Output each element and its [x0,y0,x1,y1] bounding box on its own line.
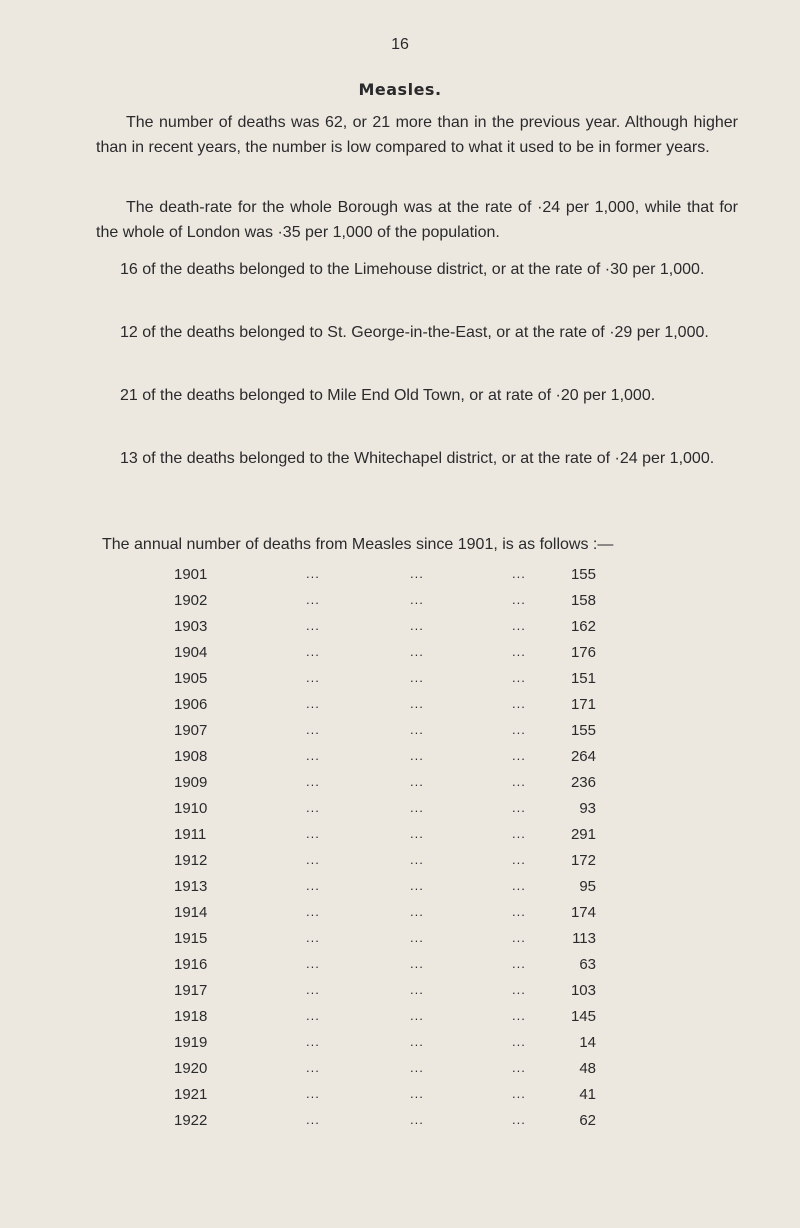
dot-leader: ... [306,904,320,919]
dot-leader: ... [306,748,320,763]
deaths-cell: 145 [570,1008,596,1025]
table-row [0,904,800,930]
dot-leader: ... [410,904,424,919]
table-row [0,1086,800,1112]
dot-leader: ... [410,982,424,997]
dot-leader: ... [306,644,320,659]
section-heading: Measles. [358,80,442,99]
paragraph-mile-end: 21 of the deaths belonged to Mile End Old Town, or at rate of ·20 per 1,000. [120,387,656,404]
table-row [0,930,800,956]
year-cell: 1911 [174,826,207,843]
year-cell: 1919 [174,1034,208,1051]
deaths-cell: 155 [570,722,596,739]
dot-leader: ... [410,722,424,737]
dot-leader: ... [410,930,424,945]
deaths-cell: 158 [570,592,596,609]
table-row [0,618,800,644]
dot-leader: ... [410,644,424,659]
year-cell: 1909 [174,774,208,791]
table-row [0,696,800,722]
dot-leader: ... [410,878,424,893]
table-row [0,566,800,592]
dot-leader: ... [512,1060,526,1075]
deaths-cell: 155 [570,566,596,583]
dot-leader: ... [410,592,424,607]
dot-leader: ... [306,1008,320,1023]
dot-leader: ... [306,1060,320,1075]
table-row [0,644,800,670]
dot-leader: ... [512,1112,526,1127]
dot-leader: ... [306,1112,320,1127]
dot-leader: ... [410,748,424,763]
year-cell: 1918 [174,1008,208,1025]
dot-leader: ... [306,800,320,815]
deaths-cell: 62 [579,1112,596,1129]
dot-leader: ... [306,930,320,945]
table-row [0,1008,800,1034]
annual-deaths-table [0,566,800,1138]
dot-leader: ... [512,826,526,841]
dot-leader: ... [410,1060,424,1075]
dot-leader: ... [306,618,320,633]
dot-leader: ... [512,618,526,633]
dot-leader: ... [306,982,320,997]
deaths-cell: 63 [579,956,596,973]
year-cell: 1910 [174,800,208,817]
dot-leader: ... [306,878,320,893]
table-row [0,592,800,618]
deaths-cell: 174 [570,904,596,921]
dot-leader: ... [306,1086,320,1101]
year-cell: 1904 [174,644,208,661]
table-row [0,748,800,774]
dot-leader: ... [512,774,526,789]
dot-leader: ... [512,800,526,815]
deaths-cell: 48 [579,1060,596,1077]
year-cell: 1905 [174,670,208,687]
year-cell: 1908 [174,748,208,765]
dot-leader: ... [306,592,320,607]
paragraph-deaths-summary: The number of deaths was 62, or 21 more than in the previous year. Although higher than in recent years, the number is low compared to what it used to be in former years. [96,114,738,156]
paragraph-st-george: 12 of the deaths belonged to St. George-in-the-East, or at the rate of ·29 per 1,000. [120,324,709,341]
dot-leader: ... [512,1008,526,1023]
year-cell: 1906 [174,696,208,713]
table-row [0,722,800,748]
dot-leader: ... [512,852,526,867]
deaths-cell: 264 [570,748,596,765]
year-cell: 1903 [174,618,208,635]
year-cell: 1915 [174,930,208,947]
table-row [0,826,800,852]
dot-leader: ... [512,748,526,763]
deaths-cell: 151 [570,670,596,687]
deaths-cell: 113 [572,930,596,947]
dot-leader: ... [512,670,526,685]
deaths-cell: 41 [579,1086,596,1103]
year-cell: 1912 [174,852,208,869]
dot-leader: ... [306,696,320,711]
table-row [0,670,800,696]
dot-leader: ... [410,618,424,633]
paragraph-limehouse: 16 of the deaths belonged to the Limehouse district, or at the rate of ·30 per 1,000. [120,261,705,278]
table-row [0,982,800,1008]
table-intro: The annual number of deaths from Measles since 1901, is as follows :— [102,536,614,553]
dot-leader: ... [410,826,424,841]
dot-leader: ... [512,592,526,607]
dot-leader: ... [306,722,320,737]
table-row [0,878,800,904]
deaths-cell: 103 [570,982,596,999]
table-row [0,1034,800,1060]
dot-leader: ... [512,930,526,945]
table-row [0,774,800,800]
table-row [0,956,800,982]
deaths-cell: 291 [570,826,596,843]
dot-leader: ... [306,826,320,841]
dot-leader: ... [306,566,320,581]
dot-leader: ... [306,1034,320,1049]
deaths-cell: 162 [570,618,596,635]
dot-leader: ... [410,1112,424,1127]
dot-leader: ... [306,774,320,789]
deaths-cell: 171 [570,696,596,713]
year-cell: 1901 [174,566,208,583]
year-cell: 1921 [174,1086,208,1103]
deaths-cell: 236 [570,774,596,791]
deaths-cell: 93 [579,800,596,817]
dot-leader: ... [512,1034,526,1049]
dot-leader: ... [410,566,424,581]
year-cell: 1902 [174,592,208,609]
table-row [0,1112,800,1138]
deaths-cell: 14 [579,1034,596,1051]
dot-leader: ... [512,696,526,711]
paragraph-death-rate: The death-rate for the whole Borough was at the rate of ·24 per 1,000, while that for the whole of London was ·35 per 1,000 of the population. [96,199,738,241]
dot-leader: ... [512,566,526,581]
dot-leader: ... [410,670,424,685]
year-cell: 1907 [174,722,208,739]
year-cell: 1922 [174,1112,208,1129]
year-cell: 1916 [174,956,208,973]
deaths-cell: 95 [579,878,596,895]
year-cell: 1913 [174,878,208,895]
dot-leader: ... [410,1034,424,1049]
dot-leader: ... [306,956,320,971]
year-cell: 1917 [174,982,208,999]
dot-leader: ... [512,1086,526,1101]
table-row [0,852,800,878]
dot-leader: ... [410,1086,424,1101]
year-cell: 1920 [174,1060,208,1077]
dot-leader: ... [410,800,424,815]
dot-leader: ... [306,852,320,867]
dot-leader: ... [410,696,424,711]
dot-leader: ... [512,956,526,971]
dot-leader: ... [410,852,424,867]
year-cell: 1914 [174,904,208,921]
deaths-cell: 172 [570,852,596,869]
dot-leader: ... [512,904,526,919]
dot-leader: ... [410,956,424,971]
dot-leader: ... [512,982,526,997]
dot-leader: ... [512,644,526,659]
dot-leader: ... [512,722,526,737]
dot-leader: ... [410,774,424,789]
dot-leader: ... [306,670,320,685]
table-row [0,800,800,826]
paragraph-whitechapel: 13 of the deaths belonged to the Whitechapel district, or at the rate of ·24 per 1,000. [120,450,715,467]
table-row [0,1060,800,1086]
dot-leader: ... [512,878,526,893]
page-number: 16 [391,36,409,53]
deaths-cell: 176 [570,644,596,661]
dot-leader: ... [410,1008,424,1023]
